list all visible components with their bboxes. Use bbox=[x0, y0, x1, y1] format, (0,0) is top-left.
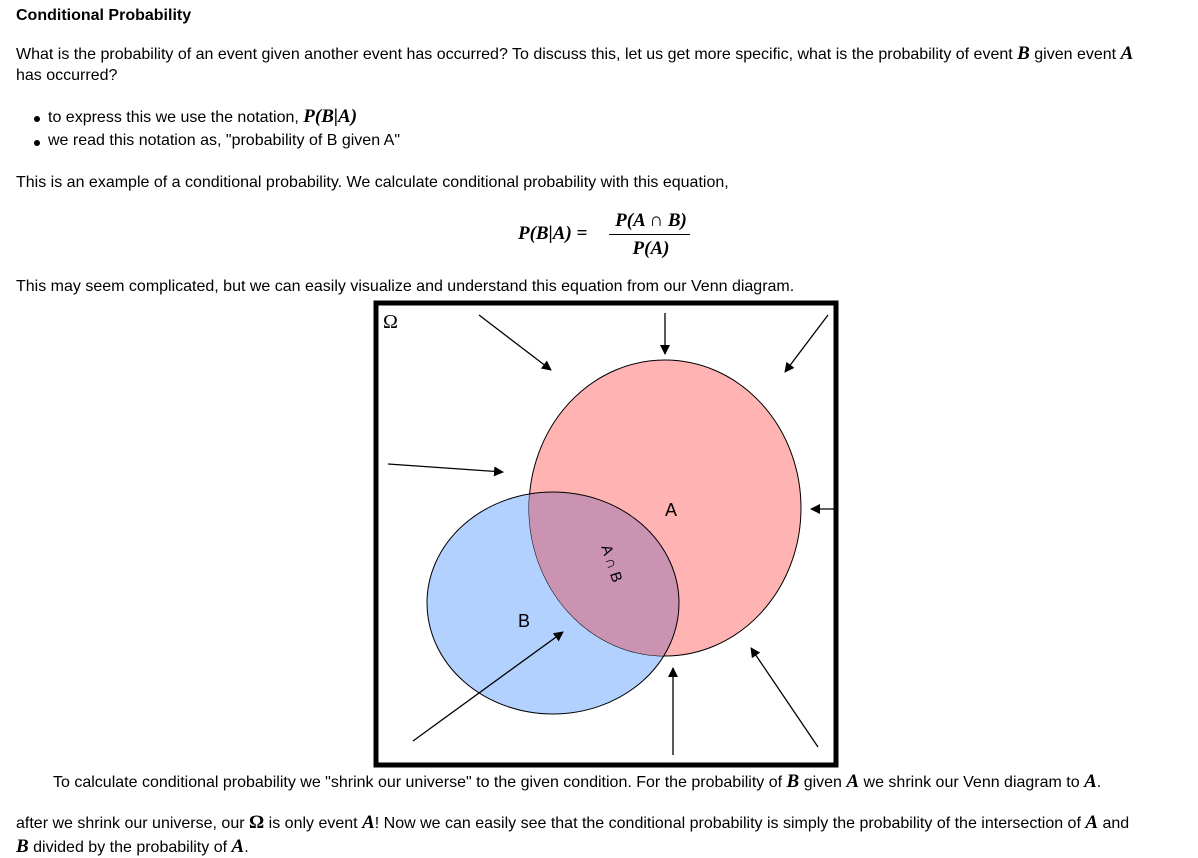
var-b: B bbox=[1017, 43, 1030, 64]
equation-denominator: P(A) bbox=[632, 238, 670, 259]
conclusion-line-2 bbox=[16, 836, 249, 858]
bullet-item-notation bbox=[48, 106, 357, 128]
example-text: This is an example of a conditional probability. We calculate conditional probability with this equation, bbox=[16, 174, 729, 191]
equation-numerator: P(A ∩ B) bbox=[615, 210, 687, 231]
intro-line-2: has occurred? bbox=[16, 67, 118, 84]
bullet-dot bbox=[34, 116, 40, 122]
caption-text-2: given bbox=[803, 774, 842, 791]
fraction-bar bbox=[609, 234, 690, 235]
conclusion-text-1: after we shrink our universe, our bbox=[16, 815, 245, 832]
var-b: B bbox=[786, 771, 800, 792]
notation-math: P(B|A) bbox=[303, 106, 358, 127]
conclusion-text-4: and bbox=[1102, 815, 1130, 832]
intro-line-1 bbox=[16, 43, 1133, 65]
conclusion-text-3: ! Now we can easily see that the conditional probability is simply the probability of the intersection of bbox=[374, 815, 1081, 832]
conclusion-text-2: is only event bbox=[268, 815, 358, 832]
bullet-item-reading: we read this notation as, "probability of B given A" bbox=[48, 132, 401, 149]
intro-text-a: What is the probability of an event given another event has occurred? To discuss this, let us get more specific, what is the probability of event bbox=[16, 46, 1013, 63]
omega-label: Ω bbox=[383, 311, 398, 333]
var-a: A bbox=[1120, 43, 1134, 64]
caption-text-3: we shrink our Venn diagram to bbox=[863, 774, 1080, 791]
page-title: Conditional Probability bbox=[16, 7, 192, 24]
var-a: A bbox=[231, 836, 245, 857]
bullet-dot bbox=[34, 140, 40, 146]
conclusion-line-1 bbox=[16, 812, 1129, 834]
omega-symbol: Ω bbox=[249, 812, 265, 833]
var-a: A bbox=[846, 771, 860, 792]
venn-caption bbox=[53, 771, 1101, 793]
set-b-label: B bbox=[518, 611, 531, 631]
venn-diagram bbox=[373, 300, 839, 768]
intersection-label: A ∩ B bbox=[597, 542, 626, 585]
bullet-text: to express this we use the notation, bbox=[48, 109, 299, 126]
equation-lhs: P(B|A) = bbox=[518, 223, 588, 244]
var-a: A bbox=[1085, 812, 1099, 833]
var-a: A bbox=[362, 812, 375, 833]
conclusion-period: . bbox=[244, 839, 249, 856]
caption-text-1: To calculate conditional probability we "shrink our universe" to the given condition. For the probability of bbox=[53, 774, 783, 791]
conclusion-text-5: divided by the probability of bbox=[33, 839, 228, 856]
var-b: B bbox=[16, 836, 29, 857]
var-a: A bbox=[1084, 771, 1097, 792]
intro-text-b: given event bbox=[1034, 46, 1117, 63]
caption-period: . bbox=[1096, 774, 1102, 791]
venn-intro-text: This may seem complicated, but we can easily visualize and understand this equation from our Venn diagram. bbox=[16, 278, 795, 295]
set-a-label: A bbox=[665, 500, 678, 520]
